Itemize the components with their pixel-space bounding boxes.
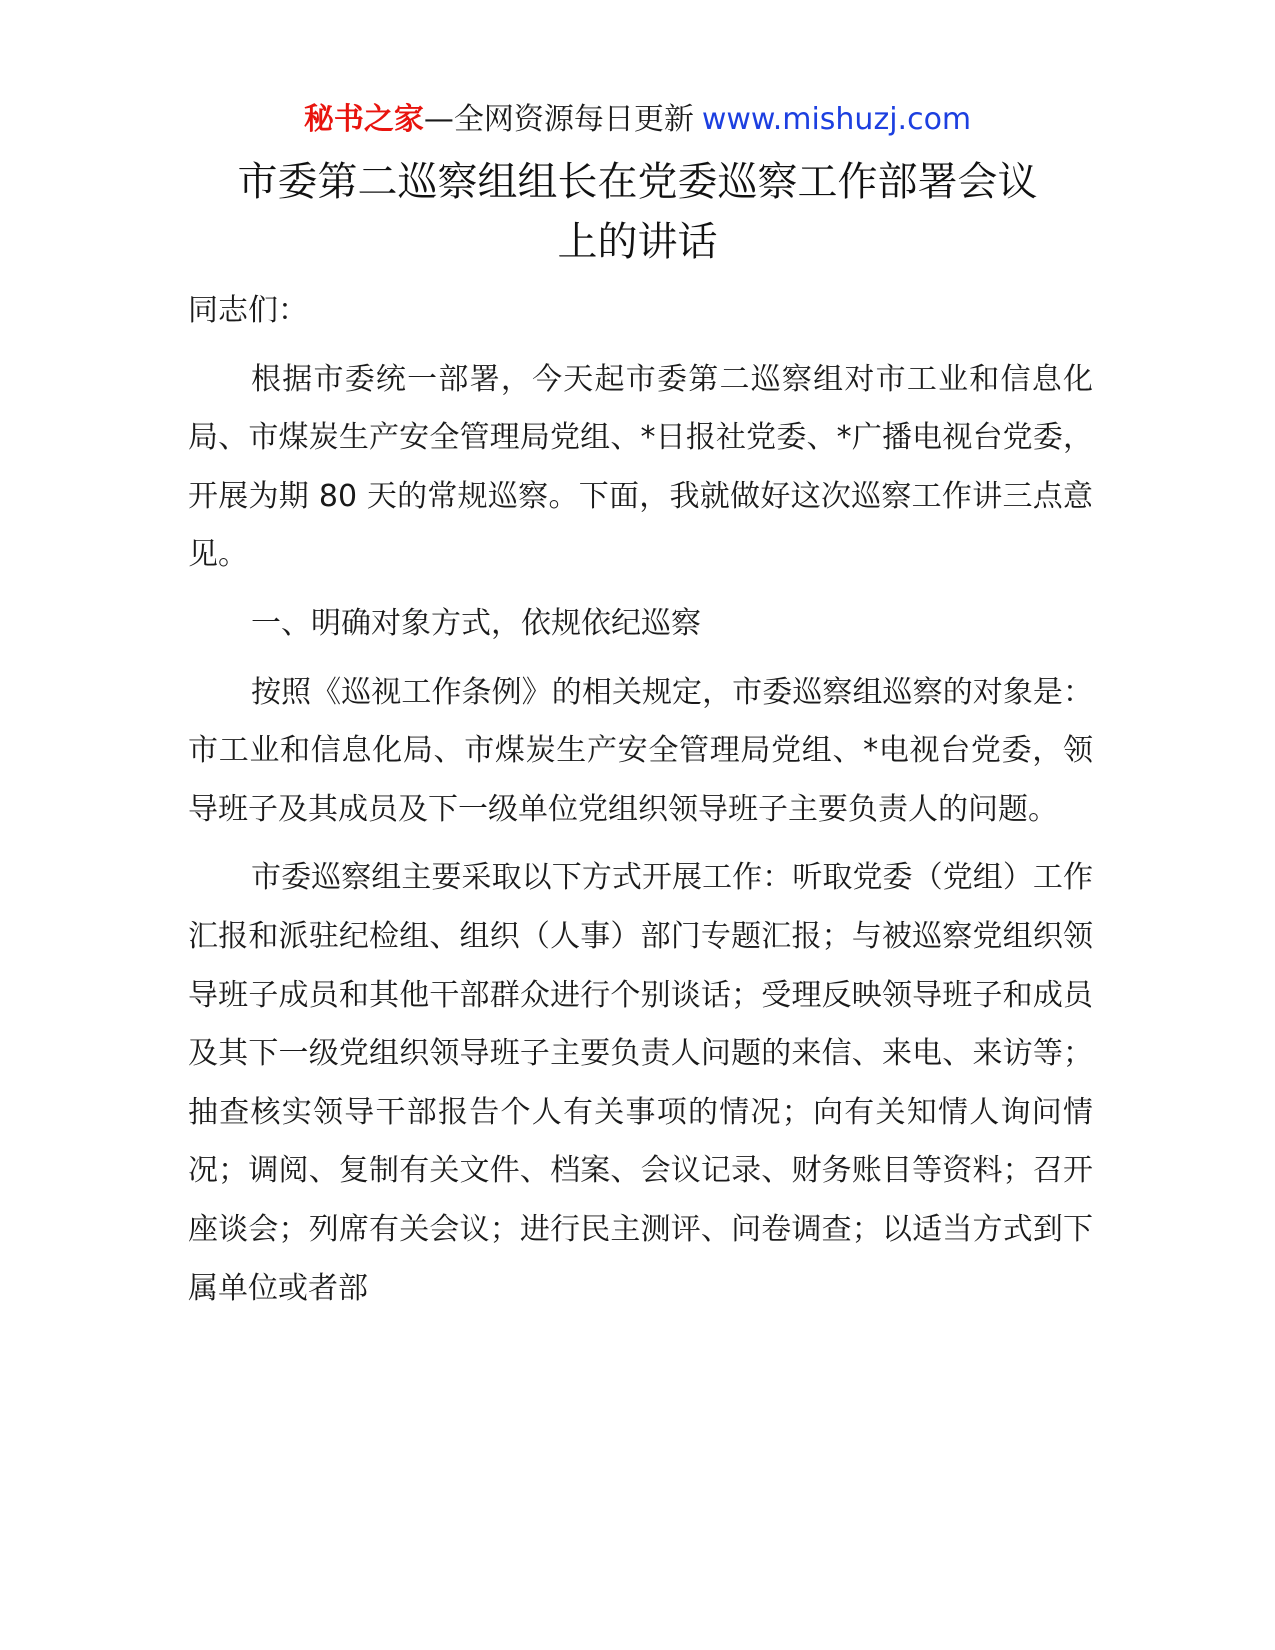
section-heading-1: 一、明确对象方式，依规依纪巡察 <box>251 605 701 641</box>
title-line-1: 市委第二巡察组组长在党委巡察工作部署会议 <box>237 159 1038 205</box>
document-body <box>188 282 1093 1328</box>
brand-name: 秘书之家 <box>303 102 424 137</box>
header-slogan: —全网资源每日更新 <box>423 102 694 137</box>
site-header <box>0 100 1275 140</box>
site-url-link[interactable]: www.mishuzj.com <box>701 102 972 137</box>
title-line-2: 上的讲话 <box>557 219 718 265</box>
document-title <box>0 152 1275 272</box>
paragraph-intro: 根据市委统一部署，今天起市委第二巡察组对市工业和信息化局、市煤炭生产安全管理局党组、*日报社党委、*广播电视台党委，开展为期 80 天的常规巡察。下面，我就做好这次巡察工作讲三点意见。 <box>188 361 1093 573</box>
paragraph-scope: 按照《巡视工作条例》的相关规定，市委巡察组巡察的对象是：市工业和信息化局、市煤炭生产安全管理局党组、*电视台党委，领导班子及其成员及下一级单位党组织领导班子主要负责人的问题。 <box>188 674 1093 827</box>
salutation: 同志们： <box>188 293 308 328</box>
paragraph-methods: 市委巡察组主要采取以下方式开展工作：听取党委（党组）工作汇报和派驻纪检组、组织（人事）部门专题汇报；与被巡察党组织领导班子成员和其他干部群众进行个别谈话；受理反映领导班子和成员及其下一级党组织领导班子主要负责人问题的来信、来电、来访等；抽查核实领导干部报告个人有关事项的情况；向有关知情人询问情况；调阅、复制有关文件、档案、会议记录、财务账目等资料；召开座谈会；列席有关会议；进行民主测评、问卷调查；以适当方式到下属单位或者部 <box>188 860 1093 1306</box>
